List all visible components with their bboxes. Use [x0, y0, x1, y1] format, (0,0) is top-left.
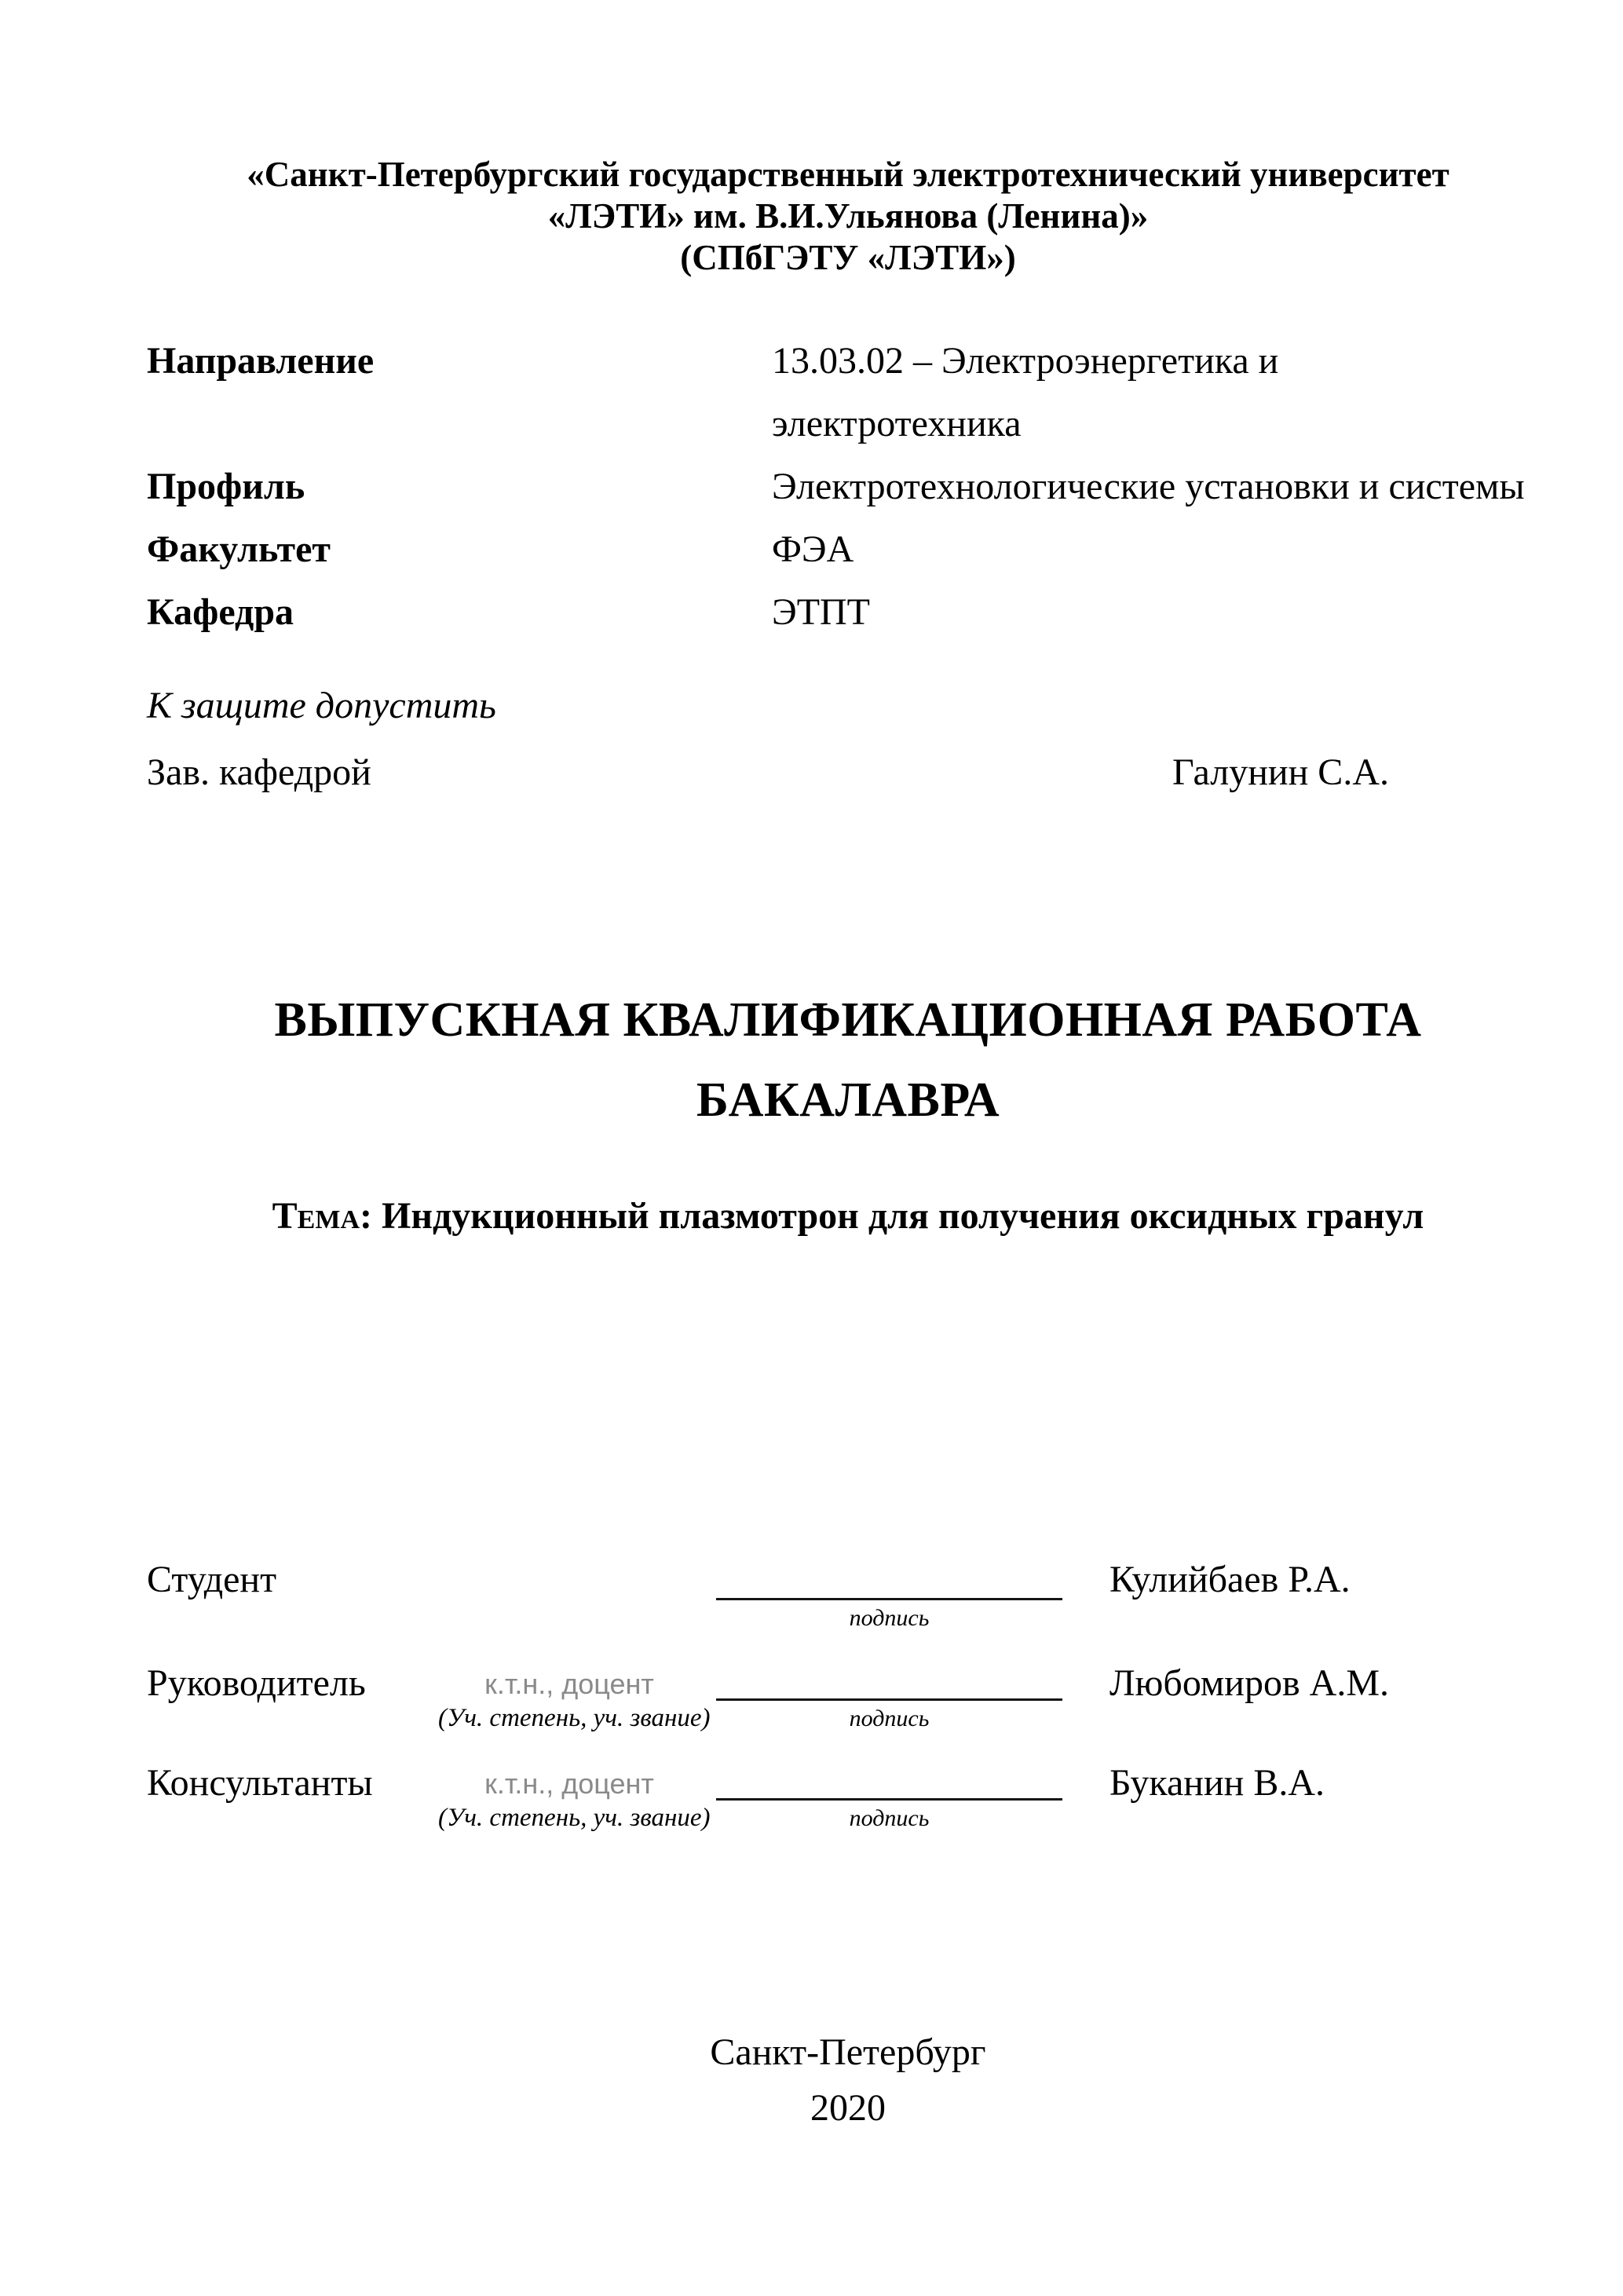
field-direction-value-line1: 13.03.02 – Электроэнергетика и — [772, 340, 1279, 382]
field-department-label: Кафедра — [147, 591, 294, 633]
signature-hint-student: подпись — [849, 1605, 930, 1631]
field-direction-value-line2: электротехника — [772, 403, 1022, 444]
field-department-value: ЭТПТ — [772, 591, 870, 633]
consultant-degree-hint: (Уч. степень, уч. звание) — [438, 1804, 711, 1832]
theme-line — [147, 1194, 1549, 1238]
signature-hint-supervisor: подпись — [849, 1706, 930, 1731]
signature-row-consultant-label: Консультанты — [147, 1762, 373, 1804]
signature-row-supervisor-label: Руководитель — [147, 1662, 366, 1704]
field-faculty-label: Факультет — [147, 528, 331, 570]
department-head-label: Зав. кафедрой — [147, 751, 371, 793]
field-faculty-value: ФЭА — [772, 528, 854, 570]
signature-row-supervisor-name: Любомиров А.М. — [1109, 1662, 1389, 1704]
signature-row-student-name: Кулийбаев Р.А. — [1109, 1559, 1351, 1600]
work-title-line1: ВЫПУСКНАЯ КВАЛИФИКАЦИОННАЯ РАБОТА — [274, 993, 1422, 1047]
field-direction-label: Направление — [147, 340, 375, 382]
signature-row-consultant-name: Буканин В.А. — [1109, 1762, 1325, 1804]
work-title-line2: БАКАЛАВРА — [696, 1073, 1000, 1127]
field-profile-value: Электротехнологические установки и системы — [772, 466, 1525, 507]
university-name-line3: (СПбГЭТУ «ЛЭТИ») — [680, 238, 1016, 277]
theme-label: Тема: — [272, 1195, 372, 1237]
consultant-degree-text: к.т.н., доцент — [484, 1768, 654, 1800]
footer-year: 2020 — [810, 2087, 886, 2129]
university-name-line1: «Санкт-Петербургский государственный электротехнический университет — [247, 155, 1449, 194]
field-profile-label: Профиль — [147, 466, 305, 507]
footer-city: Санкт-Петербург — [710, 2031, 986, 2073]
department-head-name: Галунин С.А. — [1172, 751, 1389, 793]
university-header — [147, 154, 1549, 279]
supervisor-degree-text: к.т.н., доцент — [484, 1668, 654, 1700]
signature-line-supervisor — [716, 1698, 1062, 1701]
signature-line-consultant — [716, 1798, 1062, 1801]
signature-row-student-label: Студент — [147, 1559, 277, 1600]
admit-note: К защите допустить — [147, 685, 496, 726]
signature-hint-consultant: подпись — [849, 1805, 930, 1831]
theme-text: Индукционный плазмотрон для получения оксидных гранул — [371, 1195, 1424, 1237]
signature-line-student — [716, 1598, 1062, 1600]
supervisor-degree-hint: (Уч. степень, уч. звание) — [438, 1704, 711, 1732]
university-name-line2: «ЛЭТИ» им. В.И.Ульянова (Ленина)» — [547, 196, 1149, 236]
